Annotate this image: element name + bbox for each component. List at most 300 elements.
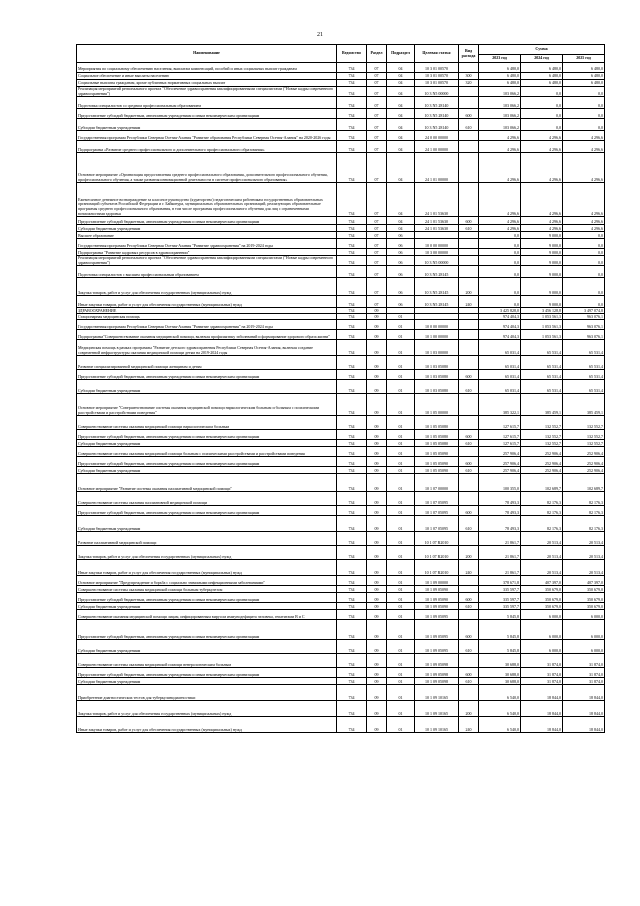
row-2025: 350 679,0 (563, 586, 605, 593)
row-2024: 132 552,7 (521, 416, 563, 430)
row-name: Предоставление субсидий бюджетным, автономным учреждениям и иным некоммерческим организациям (77, 217, 337, 225)
table-row (77, 394, 605, 416)
row-dept: 734 (337, 153, 367, 183)
row-2023: 78 493,3 (479, 506, 521, 516)
row-subsection: 01 (387, 457, 415, 467)
row-subsection: 04 (387, 217, 415, 225)
row-section: 07 (367, 278, 387, 296)
row-name: ЗДРАВООХРАНЕНИЕ (77, 308, 337, 314)
row-2025: 132 552,7 (563, 416, 605, 430)
row-2025: 31 874,0 (563, 654, 605, 668)
row-section: 09 (367, 516, 387, 532)
row-subsection: 01 (387, 516, 415, 532)
row-exp-type (459, 474, 479, 492)
row-target: 10 1 03 00000 (415, 340, 459, 356)
row-2023: 0,0 (479, 232, 521, 239)
table-row (77, 620, 605, 640)
table-row (77, 546, 605, 560)
row-target: 10 1 07 05095 (415, 506, 459, 516)
row-section: 07 (367, 141, 387, 153)
table-row (77, 467, 605, 474)
row-dept: 734 (337, 593, 367, 603)
row-2025: 0,0 (563, 239, 605, 249)
row-2024: 1 053 561,3 (521, 320, 563, 330)
row-dept: 734 (337, 63, 367, 73)
row-2023: 4 296,6 (479, 131, 521, 141)
row-name: Субсидии бюджетным учреждениям (77, 516, 337, 532)
row-2024: 82 176,3 (521, 492, 563, 506)
row-2024: 0,0 (521, 109, 563, 119)
row-dept: 734 (337, 340, 367, 356)
row-section: 09 (367, 610, 387, 620)
row-section: 09 (367, 603, 387, 610)
row-2024: 252 906,4 (521, 457, 563, 467)
row-subsection: 01 (387, 532, 415, 546)
row-section: 09 (367, 370, 387, 380)
row-subsection: 01 (387, 654, 415, 668)
row-dept: 734 (337, 232, 367, 239)
table-row (77, 330, 605, 340)
row-subsection: 04 (387, 87, 415, 97)
row-dept: 734 (337, 87, 367, 97)
row-2025: 20 513,4 (563, 546, 605, 560)
row-subsection: 01 (387, 447, 415, 457)
row-2024: 20 513,4 (521, 532, 563, 546)
row-2024: 350 679,0 (521, 586, 563, 593)
row-dept: 734 (337, 467, 367, 474)
row-target: 10 1 03 05080 (415, 356, 459, 370)
row-name: Совершенствование оказания медицинской помощи лицам, инфицированным вирусом иммунодефицита человека, гепатитами B и C (77, 610, 337, 620)
row-subsection: 04 (387, 183, 415, 217)
row-2023: 5 845,8 (479, 640, 521, 654)
row-target: 10 1 00 00000 (415, 330, 459, 340)
row-2024: 6 480,0 (521, 80, 563, 87)
row-2023: 127 615,7 (479, 416, 521, 430)
row-name: Закупка товаров, работ и услуг для обеспечения государственных (муниципальных) нужд (77, 278, 337, 296)
row-2024: 31 874,0 (521, 668, 563, 678)
row-2025: 31 874,0 (563, 678, 605, 685)
row-subsection: 06 (387, 296, 415, 308)
row-2023: 103 066,2 (479, 97, 521, 109)
row-subsection: 04 (387, 73, 415, 80)
row-dept: 734 (337, 654, 367, 668)
row-name: Субсидии бюджетным учреждениям (77, 678, 337, 685)
row-2025: 31 874,0 (563, 668, 605, 678)
row-name: Субсидии бюджетным учреждениям (77, 440, 337, 447)
row-dept: 734 (337, 474, 367, 492)
row-subsection: 01 (387, 320, 415, 330)
row-2024: 1 053 561,3 (521, 314, 563, 320)
row-section: 09 (367, 430, 387, 440)
row-subsection: 06 (387, 256, 415, 266)
row-dept: 734 (337, 131, 367, 141)
row-2025: 6 480,0 (563, 63, 605, 73)
row-subsection: 04 (387, 119, 415, 131)
row-subsection: 04 (387, 97, 415, 109)
row-subsection: 04 (387, 109, 415, 119)
row-2025: 6 000,0 (563, 640, 605, 654)
row-2023: 65 031,4 (479, 356, 521, 370)
row-section: 07 (367, 225, 387, 232)
row-2024: 407 397,0 (521, 576, 563, 586)
row-target: 10 3 N5 28145 (415, 266, 459, 278)
table-row (77, 701, 605, 717)
row-target: 10 3 N5 28145 (415, 278, 459, 296)
row-name: Социальное обеспечение и иные выплаты населению (77, 73, 337, 80)
row-2025: 6 480,0 (563, 73, 605, 80)
row-section: 09 (367, 640, 387, 654)
table-row (77, 256, 605, 266)
row-subsection: 01 (387, 576, 415, 586)
row-target: 10 1 05 00000 (415, 394, 459, 416)
row-section: 09 (367, 440, 387, 447)
row-2025: 963 076,1 (563, 314, 605, 320)
row-target: 10 3 N5 28145 (415, 296, 459, 308)
row-target: 10 1 09 00000 (415, 576, 459, 586)
row-exp-type: 240 (459, 296, 479, 308)
row-2024: 9 000,0 (521, 249, 563, 256)
budget-table (76, 44, 605, 733)
table-row (77, 249, 605, 256)
row-2025: 65 531,4 (563, 340, 605, 356)
table-row (77, 340, 605, 356)
row-subsection: 01 (387, 685, 415, 701)
row-name: Основное мероприятие "Развитие системы оказания паллиативной медицинской помощи" (77, 474, 337, 492)
row-section: 09 (367, 467, 387, 474)
row-2024: 0,0 (521, 97, 563, 109)
row-2023: 974 404,3 (479, 314, 521, 320)
row-name: Закупка товаров, работ и услуг для обеспечения государственных (муниципальных) нужд (77, 546, 337, 560)
row-name: Государственная программа Республики Северная Осетия-Алания "Развитие здравоохранения" на 2019-2024 годы (77, 320, 337, 330)
row-name: Совершенствование системы оказания паллиативной медицинской помощи (77, 492, 337, 506)
row-exp-type (459, 532, 479, 546)
row-2025: 65 531,4 (563, 370, 605, 380)
row-2025: 407 397,0 (563, 576, 605, 586)
row-2024: 6 480,0 (521, 63, 563, 73)
row-dept: 734 (337, 394, 367, 416)
row-section: 09 (367, 314, 387, 320)
row-subsection: 01 (387, 678, 415, 685)
row-subsection: 04 (387, 131, 415, 141)
row-2025: 963 076,1 (563, 320, 605, 330)
row-2024: 18 844,0 (521, 685, 563, 701)
row-dept: 734 (337, 440, 367, 447)
header-2025: 2025 год (563, 55, 605, 63)
row-subsection: 01 (387, 593, 415, 603)
row-2025: 132 552,7 (563, 430, 605, 440)
row-section: 07 (367, 232, 387, 239)
row-name: Подпрограмма "Развитие кадровых ресурсов в здравоохранении" (77, 249, 337, 256)
row-subsection: 01 (387, 330, 415, 340)
row-dept: 734 (337, 457, 367, 467)
table-row (77, 153, 605, 183)
row-subsection: 01 (387, 474, 415, 492)
row-2025: 0,0 (563, 266, 605, 278)
row-name: Совершенствование системы оказания медицинской помощи венерологическим больным (77, 654, 337, 668)
row-exp-type (459, 330, 479, 340)
row-target: 10 1 07 R2010 (415, 560, 459, 576)
row-dept: 734 (337, 80, 367, 87)
table-row (77, 232, 605, 239)
row-2024: 9 000,0 (521, 296, 563, 308)
table-row (77, 447, 605, 457)
row-section: 09 (367, 492, 387, 506)
row-exp-type (459, 266, 479, 278)
table-row (77, 654, 605, 668)
row-2025: 0,0 (563, 119, 605, 131)
row-2023: 0,0 (479, 278, 521, 296)
row-2023: 78 493,3 (479, 492, 521, 506)
row-2023: 5 845,8 (479, 620, 521, 640)
row-dept: 734 (337, 610, 367, 620)
row-2024: 20 513,4 (521, 546, 563, 560)
row-name: Субсидии бюджетным учреждениям (77, 603, 337, 610)
row-2024: 385 459,1 (521, 394, 563, 416)
row-2024: 4 296,6 (521, 183, 563, 217)
row-exp-type (459, 87, 479, 97)
table-row (77, 506, 605, 516)
row-2024: 3 456 128,8 (521, 308, 563, 314)
row-section: 09 (367, 668, 387, 678)
row-subsection: 06 (387, 266, 415, 278)
row-2025: 6 000,0 (563, 620, 605, 640)
row-2025: 132 552,7 (563, 440, 605, 447)
row-2025: 350 679,0 (563, 603, 605, 610)
row-section: 09 (367, 546, 387, 560)
row-target: 10 1 09 05090 (415, 586, 459, 593)
row-dept: 734 (337, 330, 367, 340)
header-dept: Ведомство (337, 45, 367, 63)
row-exp-type (459, 492, 479, 506)
row-target: 10 3 01 00570 (415, 80, 459, 87)
row-2024: 4 296,6 (521, 131, 563, 141)
row-2023: 127 615,7 (479, 440, 521, 447)
row-2023: 4 296,6 (479, 217, 521, 225)
row-exp-type: 610 (459, 603, 479, 610)
table-row (77, 685, 605, 701)
row-2025: 65 531,4 (563, 380, 605, 394)
row-section: 09 (367, 416, 387, 430)
row-2025: 0,0 (563, 249, 605, 256)
table-row (77, 80, 605, 87)
row-exp-type: 240 (459, 717, 479, 733)
row-subsection: 04 (387, 153, 415, 183)
row-2023: 4 296,6 (479, 153, 521, 183)
row-subsection: 01 (387, 640, 415, 654)
row-section: 07 (367, 63, 387, 73)
row-section: 09 (367, 356, 387, 370)
row-dept: 734 (337, 183, 367, 217)
row-target: 10 1 09 05090 (415, 603, 459, 610)
row-exp-type: 600 (459, 620, 479, 640)
row-2025: 6 480,0 (563, 80, 605, 87)
row-dept: 734 (337, 576, 367, 586)
row-exp-type (459, 610, 479, 620)
row-2025: 4 296,6 (563, 225, 605, 232)
row-exp-type: 240 (459, 560, 479, 576)
row-target: 10 1 07 05095 (415, 516, 459, 532)
row-section: 07 (367, 119, 387, 131)
row-section: 09 (367, 532, 387, 546)
row-name: Иные закупки товаров, работ и услуг для обеспечения государственных (муниципальных) нужд (77, 296, 337, 308)
row-exp-type (459, 576, 479, 586)
table-row (77, 87, 605, 97)
row-section: 09 (367, 320, 387, 330)
table-row (77, 603, 605, 610)
row-name: Подпрограмма"Совершенствование оказания медицинской помощи, включая профилактику заболеваний и формирование здорового образа жизни" (77, 330, 337, 340)
row-2024: 102 689,7 (521, 474, 563, 492)
table-row (77, 586, 605, 593)
row-target: 10 3 N5 28140 (415, 97, 459, 109)
row-2024: 20 513,4 (521, 560, 563, 576)
row-dept: 734 (337, 266, 367, 278)
row-2025: 0,0 (563, 97, 605, 109)
row-target: 10 1 09 05090 (415, 593, 459, 603)
header-sum: Сумма (479, 45, 605, 55)
row-name: Субсидии бюджетным учреждениям (77, 225, 337, 232)
row-dept: 734 (337, 217, 367, 225)
row-section: 09 (367, 586, 387, 593)
row-section: 09 (367, 394, 387, 416)
table-row (77, 109, 605, 119)
row-exp-type: 300 (459, 73, 479, 80)
row-2023: 257 906,4 (479, 467, 521, 474)
row-section: 09 (367, 654, 387, 668)
row-subsection: 01 (387, 610, 415, 620)
row-2024: 4 296,6 (521, 141, 563, 153)
row-subsection: 04 (387, 141, 415, 153)
table-row (77, 532, 605, 546)
row-2025: 3 497 074,8 (563, 308, 605, 314)
row-dept: 734 (337, 73, 367, 80)
row-2024: 18 844,0 (521, 717, 563, 733)
row-name: Развитие специализированной медицинской помощи женщинам и детям (77, 356, 337, 370)
table-row (77, 430, 605, 440)
row-2023: 103 066,2 (479, 109, 521, 119)
header-exp-type: Вид расхода (459, 45, 479, 63)
row-dept: 734 (337, 620, 367, 640)
row-name: Предоставление субсидий бюджетным, автономным учреждениям и иным некоммерческим организациям (77, 668, 337, 678)
header-2024: 2024 год (521, 55, 563, 63)
row-target: 10 1 07 R2010 (415, 546, 459, 560)
row-target: 10 1 09 05095 (415, 610, 459, 620)
row-name: Совершенствование системы оказания медицинской помощи больным туберкулезом (77, 586, 337, 593)
row-subsection: 01 (387, 440, 415, 447)
row-dept: 734 (337, 717, 367, 733)
table-row (77, 370, 605, 380)
row-subsection: 01 (387, 416, 415, 430)
row-2025: 963 076,1 (563, 330, 605, 340)
row-section: 07 (367, 73, 387, 80)
table-body (77, 63, 605, 733)
row-target: 10 3 N5 28140 (415, 109, 459, 119)
row-2024: 1 053 561,3 (521, 330, 563, 340)
row-subsection: 01 (387, 560, 415, 576)
row-target: 10 1 07 05095 (415, 492, 459, 506)
row-2025: 0,0 (563, 296, 605, 308)
row-exp-type (459, 183, 479, 217)
row-name: Предоставление субсидий бюджетным, автономным учреждениям и иным некоммерческим организациям (77, 109, 337, 119)
row-2025: 4 296,6 (563, 141, 605, 153)
row-2025: 252 906,4 (563, 457, 605, 467)
row-target: 10 0 00 00000 (415, 320, 459, 330)
row-target: 10 3 N5 00000 (415, 256, 459, 266)
row-2023: 5 845,8 (479, 610, 521, 620)
row-2023: 0,0 (479, 249, 521, 256)
row-exp-type: 320 (459, 80, 479, 87)
row-exp-type: 610 (459, 640, 479, 654)
row-target: 10 1 05 05090 (415, 467, 459, 474)
table-row (77, 239, 605, 249)
row-2023: 65 031,4 (479, 340, 521, 356)
row-name: Субсидии бюджетным учреждениям (77, 380, 337, 394)
row-dept: 734 (337, 296, 367, 308)
row-2024: 252 906,4 (521, 467, 563, 474)
row-dept: 734 (337, 314, 367, 320)
table-row (77, 183, 605, 217)
row-subsection: 06 (387, 239, 415, 249)
table-row (77, 278, 605, 296)
row-2024: 6 000,0 (521, 640, 563, 654)
row-subsection: 01 (387, 430, 415, 440)
row-dept: 734 (337, 141, 367, 153)
row-target: 10 3 01 00570 (415, 63, 459, 73)
table-row (77, 576, 605, 586)
row-subsection: 01 (387, 467, 415, 474)
row-section: 07 (367, 217, 387, 225)
row-2023: 257 906,4 (479, 457, 521, 467)
row-name: Социальные выплаты гражданам, кроме публичных нормативных социальных выплат (77, 80, 337, 87)
row-name: Государственная программа Республики Северная Осетия-Алания "Развитие здравоохранения" на 2019-2024 годы (77, 239, 337, 249)
row-2023: 65 031,4 (479, 380, 521, 394)
row-2023: 6 540,0 (479, 717, 521, 733)
row-dept: 734 (337, 546, 367, 560)
row-exp-type: 610 (459, 516, 479, 532)
row-exp-type: 600 (459, 506, 479, 516)
row-dept: 734 (337, 249, 367, 256)
row-dept: 734 (337, 560, 367, 576)
row-2024: 9 000,0 (521, 266, 563, 278)
row-2025: 82 176,3 (563, 492, 605, 506)
page-number: 21 (317, 32, 323, 38)
row-2025: 0,0 (563, 232, 605, 239)
table-row (77, 380, 605, 394)
row-2024: 9 000,0 (521, 256, 563, 266)
header-2023: 2023 год (479, 55, 521, 63)
row-2023: 4 296,6 (479, 225, 521, 232)
row-exp-type: 600 (459, 593, 479, 603)
row-target: 10 1 09 05098 (415, 678, 459, 685)
row-name: Субсидии бюджетным учреждениям (77, 640, 337, 654)
row-2023: 30 688,0 (479, 678, 521, 685)
row-exp-type (459, 447, 479, 457)
row-target: 10 1 07 00000 (415, 474, 459, 492)
table-row (77, 217, 605, 225)
row-section: 09 (367, 717, 387, 733)
row-exp-type: 600 (459, 668, 479, 678)
row-section: 09 (367, 576, 387, 586)
row-target: 10 3 01 00570 (415, 73, 459, 80)
row-name: Предоставление субсидий бюджетным, автономным учреждениям и иным некоммерческим организациям (77, 506, 337, 516)
row-target: 24 1 00 00000 (415, 141, 459, 153)
row-target: 10 1 03 05080 (415, 380, 459, 394)
row-name: Иные закупки товаров, работ и услуг для обеспечения государственных (муниципальных) нужд (77, 560, 337, 576)
row-2024: 132 552,7 (521, 440, 563, 447)
row-2023: 0,0 (479, 296, 521, 308)
row-dept: 734 (337, 492, 367, 506)
row-section: 07 (367, 131, 387, 141)
row-2025: 20 513,4 (563, 560, 605, 576)
